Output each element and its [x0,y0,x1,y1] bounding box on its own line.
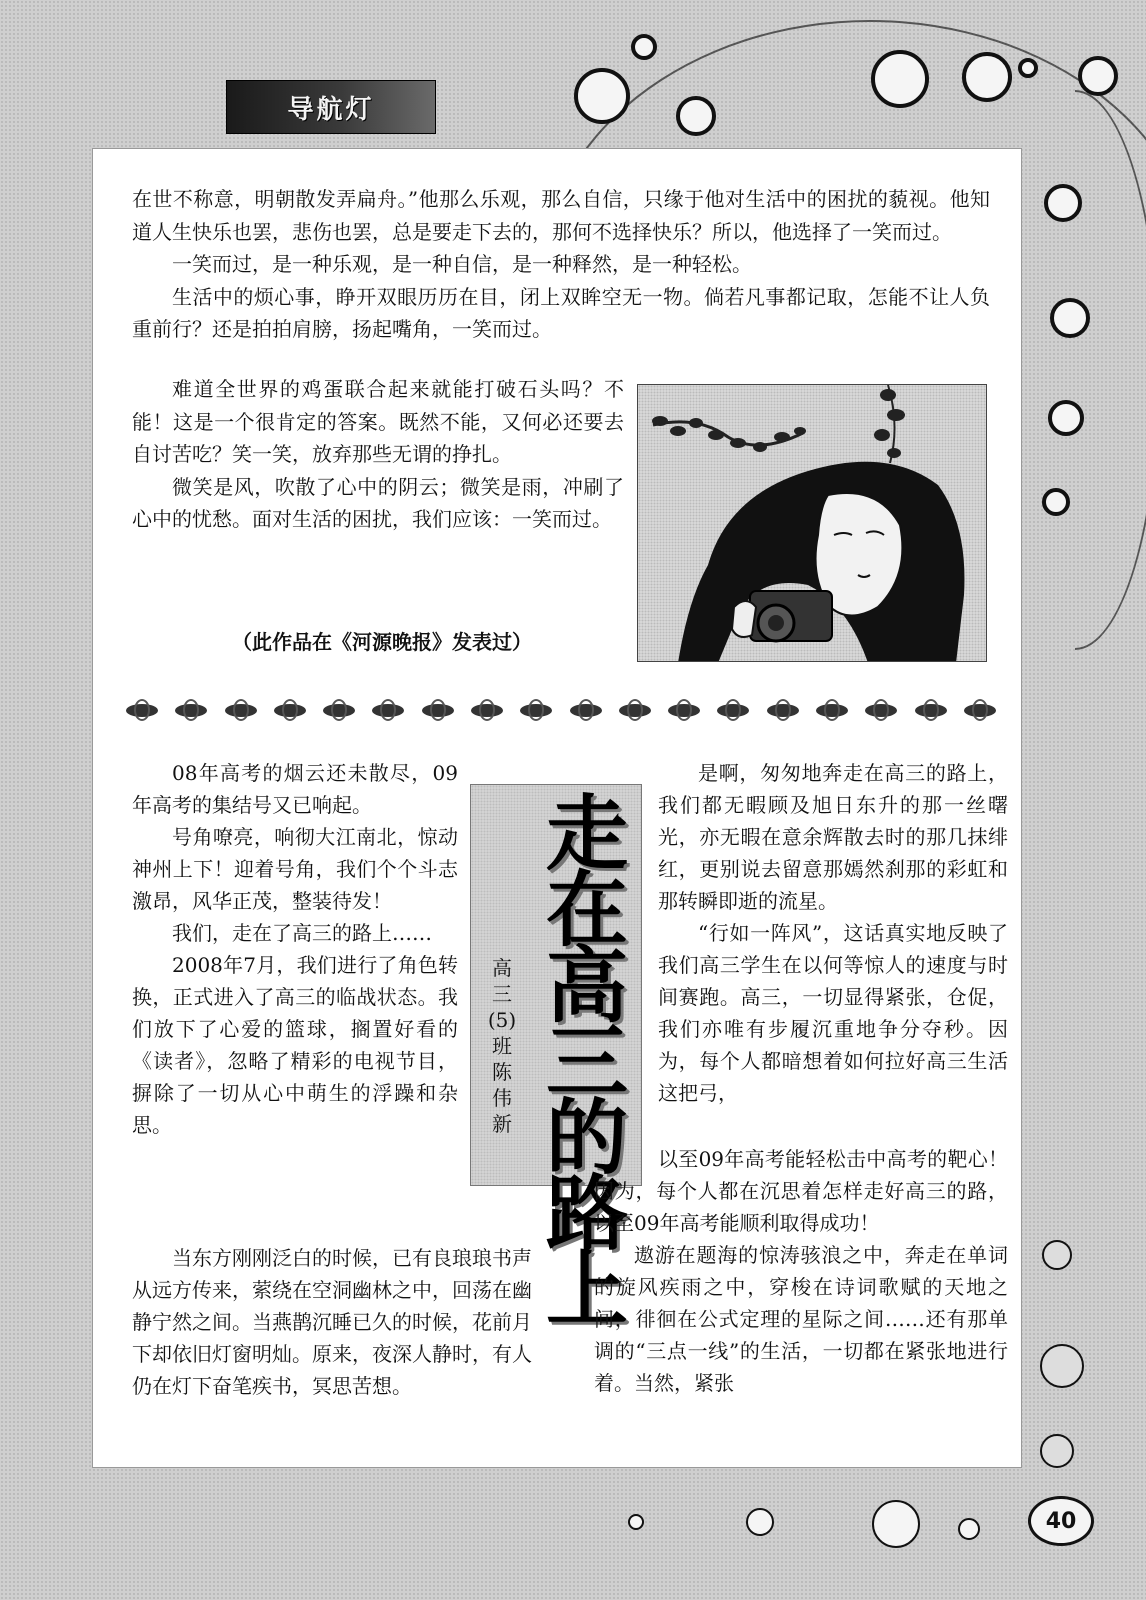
ornament [368,697,408,723]
ornament [319,697,359,723]
article-right-column [658,757,1008,1109]
article-byline: 高三(5)班 陈伟新 [487,956,517,1136]
ornament [615,697,655,723]
paragraph: 遨游在题海的惊涛骇浪之中，奔走在单词的旋风疾雨之中，穿梭在诗词歌赋的天地之间，徘徊在公式定理的星际之间……还有那单调的“三点一线”的生活，一切都在紧张地进行着。当然，紧张 [594,1243,1008,1395]
paragraph: 2008年7月，我们进行了角色转换，正式进入了高三的临战状态。我们放下了心爱的篮球，搁置好看的《读者》，忽略了精彩的电视节目，摒除了一切从心中萌生的浮躁和杂思。 [132,953,458,1137]
ornament [960,697,1000,723]
decorative-circle [958,1518,980,1540]
decorative-circle [1042,1240,1072,1270]
ornament [122,697,162,723]
decorative-circle [1040,1344,1084,1388]
decorative-circle [1050,298,1090,338]
decorative-circle [1018,58,1038,78]
decorative-circle [872,1500,920,1548]
paragraph: 在世不称意，明朝散发弄扁舟。”他那么乐观，那么自信，只缘于他对生活中的困扰的藐视。他知道人生快乐也罢，悲伤也罢，总是要走下去的，那何不选择快乐？所以，他选择了一笑而过。 [132,187,990,244]
decorative-circle [962,52,1012,102]
ornament [467,697,507,723]
decorative-circle [1078,56,1118,96]
decorative-circle [628,1514,644,1530]
publication-note: （此作品在《河源晚报》发表过） [232,630,532,654]
paragraph: 微笑是风，吹散了心中的阴云；微笑是雨，冲刷了心中的忧愁。面对生活的困扰，我们应该：一笑而过。 [132,474,624,531]
ornament [713,697,753,723]
paragraph: “行如一阵风”，这话真实地反映了我们高三学生在以何等惊人的速度与时间赛跑。高三，一切显得紧张，仓促，我们亦唯有步履沉重地争分夺秒。因为，每个人都暗想着如何拉好高三生活这把弓， [658,921,1008,1105]
ornament [171,697,211,723]
decorative-circle [631,34,657,60]
decorative-circle [574,68,630,124]
article-title-box [470,784,642,1338]
ornament [516,697,556,723]
page-number: 40 [1028,1496,1094,1546]
ornamental-divider [122,690,1000,730]
paragraph: 08年高考的烟云还未散尽，09年高考的集结号又已响起。 [132,761,458,817]
top-article-wrap [132,373,624,536]
paragraph: 以至09年高考能轻松击中高考的靶心！因为，每个人都在沉思着怎样走好高三的路，以至09年高考能顺利取得成功！ [594,1147,1008,1235]
paragraph: 当东方刚刚泛白的时候，已有良琅琅书声从远方传来，萦绕在空洞幽林之中，回荡在幽静宁然之间。当燕鹊沉睡已久的时候，花前月下却依旧灯窗明灿。原来，夜深人静时，有人仍在灯下奋笔疾书，冥思苦想。 [132,1246,532,1398]
ornament [270,697,310,723]
decorative-circle [676,96,716,136]
ornament [763,697,803,723]
girl-with-camera-illustration [637,384,987,662]
article-title: 走在高三的路上 [545,787,628,1338]
decorative-circle [1044,184,1082,222]
section-badge [226,80,436,134]
ornament [566,697,606,723]
paragraph: 号角嘹亮，响彻大江南北，惊动神州上下！迎着号角，我们个个斗志激昂，风华正茂，整装待发！ [132,825,458,913]
article-left-column [132,757,458,1141]
paragraph: 我们，走在了高三的路上…… [172,921,432,945]
section-label: 导航灯 [287,94,375,125]
paragraph: 难道全世界的鸡蛋联合起来就能打破石头吗？不能！这是一个很肯定的答案。既然不能，又何必还要去自讨苦吃？笑一笑，放弃那些无谓的挣扎。 [132,377,624,466]
article-right-column-lower [594,1143,1008,1399]
ornament [418,697,458,723]
ornament [911,697,951,723]
decorative-circle [1048,400,1084,436]
ornament [221,697,261,723]
ornament [861,697,901,723]
paragraph: 一笑而过，是一种乐观，是一种自信，是一种释然，是一种轻松。 [172,252,752,276]
decorative-circle [1040,1434,1074,1468]
ornament [812,697,852,723]
paragraph: 生活中的烦心事，睁开双眼历历在目，闭上双眸空无一物。倘若凡事都记取，怎能不让人负重前行？还是拍拍肩膀，扬起嘴角，一笑而过。 [132,284,990,341]
top-article-body [132,183,990,346]
decorative-circle [1042,488,1070,516]
decorative-circle [746,1508,774,1536]
illustration-drawing [638,385,987,662]
decorative-circle [871,50,929,108]
article-left-column-lower [132,1242,532,1402]
ornament [664,697,704,723]
paragraph: 是啊，匆匆地奔走在高三的路上，我们都无暇顾及旭日东升的那一丝曙光，亦无暇在意余辉散去时的那几抹绯红，更别说去留意那嫣然刹那的彩虹和那转瞬即逝的流星。 [658,761,1008,913]
